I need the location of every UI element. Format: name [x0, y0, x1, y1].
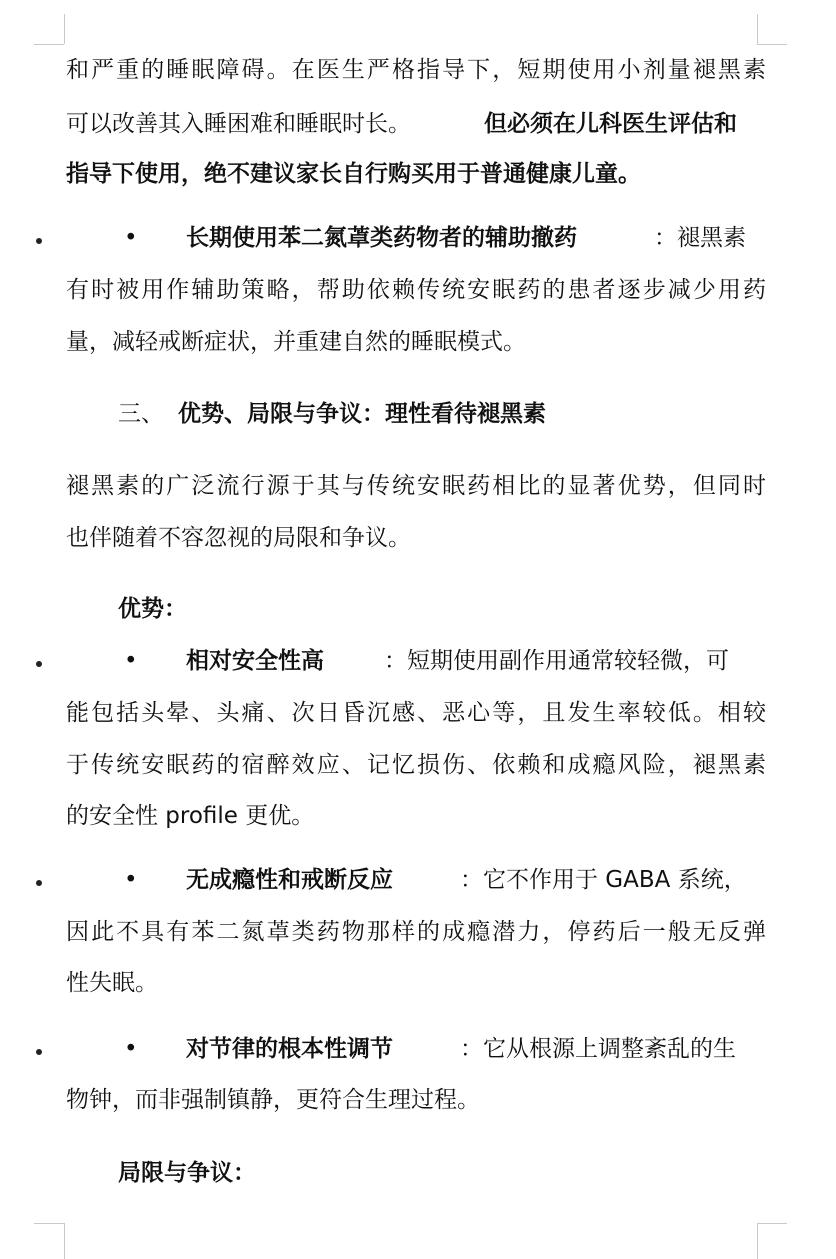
list-item-text: ：它不作用于 GABA 系统，	[460, 867, 747, 893]
bullet-icon: •	[124, 867, 138, 893]
bullet-icon: •	[124, 648, 138, 674]
crop-mark-bottom-right	[757, 1223, 758, 1259]
list-item-text: 量，减轻戒断症状，并重建自然的睡眠模式。	[66, 329, 526, 355]
list-margin-marker	[36, 238, 42, 244]
crop-mark-bottom-right	[757, 1223, 787, 1224]
list-item-text: 能包括头晕、头痛、次日昏沉感、恶心等，且发生率较低。相较	[66, 700, 766, 726]
paragraph-text: 可以改善其入睡困难和睡眠时长。	[66, 111, 411, 137]
crop-mark-bottom-left	[34, 1223, 64, 1224]
subheading-advantages: 优势：	[118, 596, 187, 622]
crop-mark-top-left	[34, 44, 64, 45]
list-item-label: 长期使用苯二氮䓬类药物者的辅助撤药	[186, 225, 577, 251]
crop-mark-top-left	[64, 14, 65, 44]
list-item-text: 物钟，而非强制镇静，更符合生理过程。	[66, 1087, 480, 1113]
paragraph-line: 褪黑素的广泛流行源于其与传统安眠药相比的显著优势，但同时	[66, 473, 766, 499]
emphasis-text: 但必须在儿科医生评估和	[484, 111, 737, 137]
paragraph-line: 和严重的睡眠障碍。在医生严格指导下，短期使用小剂量褪黑素	[66, 57, 766, 83]
list-item-text: ：褪黑素	[654, 225, 746, 251]
list-item-text: 有时被用作辅助策略，帮助依赖传统安眠药的患者逐步减少用药	[66, 277, 766, 303]
bullet-icon: •	[124, 1036, 138, 1062]
list-item-text: 的安全性 profile 更优。	[66, 803, 315, 829]
paragraph-line: 也伴随着不容忽视的局限和争议。	[66, 525, 411, 551]
emphasis-text: 指导下使用，绝不建议家长自行购买用于普通健康儿童。	[66, 161, 641, 187]
crop-mark-top-right	[757, 44, 787, 45]
list-margin-marker	[36, 1049, 42, 1055]
crop-mark-bottom-left	[64, 1223, 65, 1259]
subheading-limitations: 局限与争议：	[118, 1160, 256, 1186]
list-item-text: 因此不具有苯二氮䓬类药物那样的成瘾潜力，停药后一般无反弹	[66, 919, 766, 945]
list-item-label: 无成瘾性和戒断反应	[186, 867, 393, 893]
paragraph-line	[66, 108, 766, 140]
list-item-text: ：短期使用副作用通常较轻微，可	[384, 648, 729, 674]
crop-mark-top-right	[757, 14, 758, 44]
bullet-icon: •	[124, 225, 138, 251]
section-number: 三、	[118, 401, 164, 427]
list-margin-marker	[36, 880, 42, 886]
section-title: 优势、局限与争议：理性看待褪黑素	[178, 401, 546, 427]
list-item-label: 对节律的根本性调节	[186, 1036, 393, 1062]
list-item-label: 相对安全性高	[186, 648, 324, 674]
list-margin-marker	[36, 661, 42, 667]
list-item-text: 性失眠。	[66, 970, 158, 996]
list-item-text: 于传统安眠药的宿醉效应、记忆损伤、依赖和成瘾风险，褪黑素	[66, 752, 766, 778]
list-item-text: ：它从根源上调整紊乱的生	[460, 1036, 736, 1062]
